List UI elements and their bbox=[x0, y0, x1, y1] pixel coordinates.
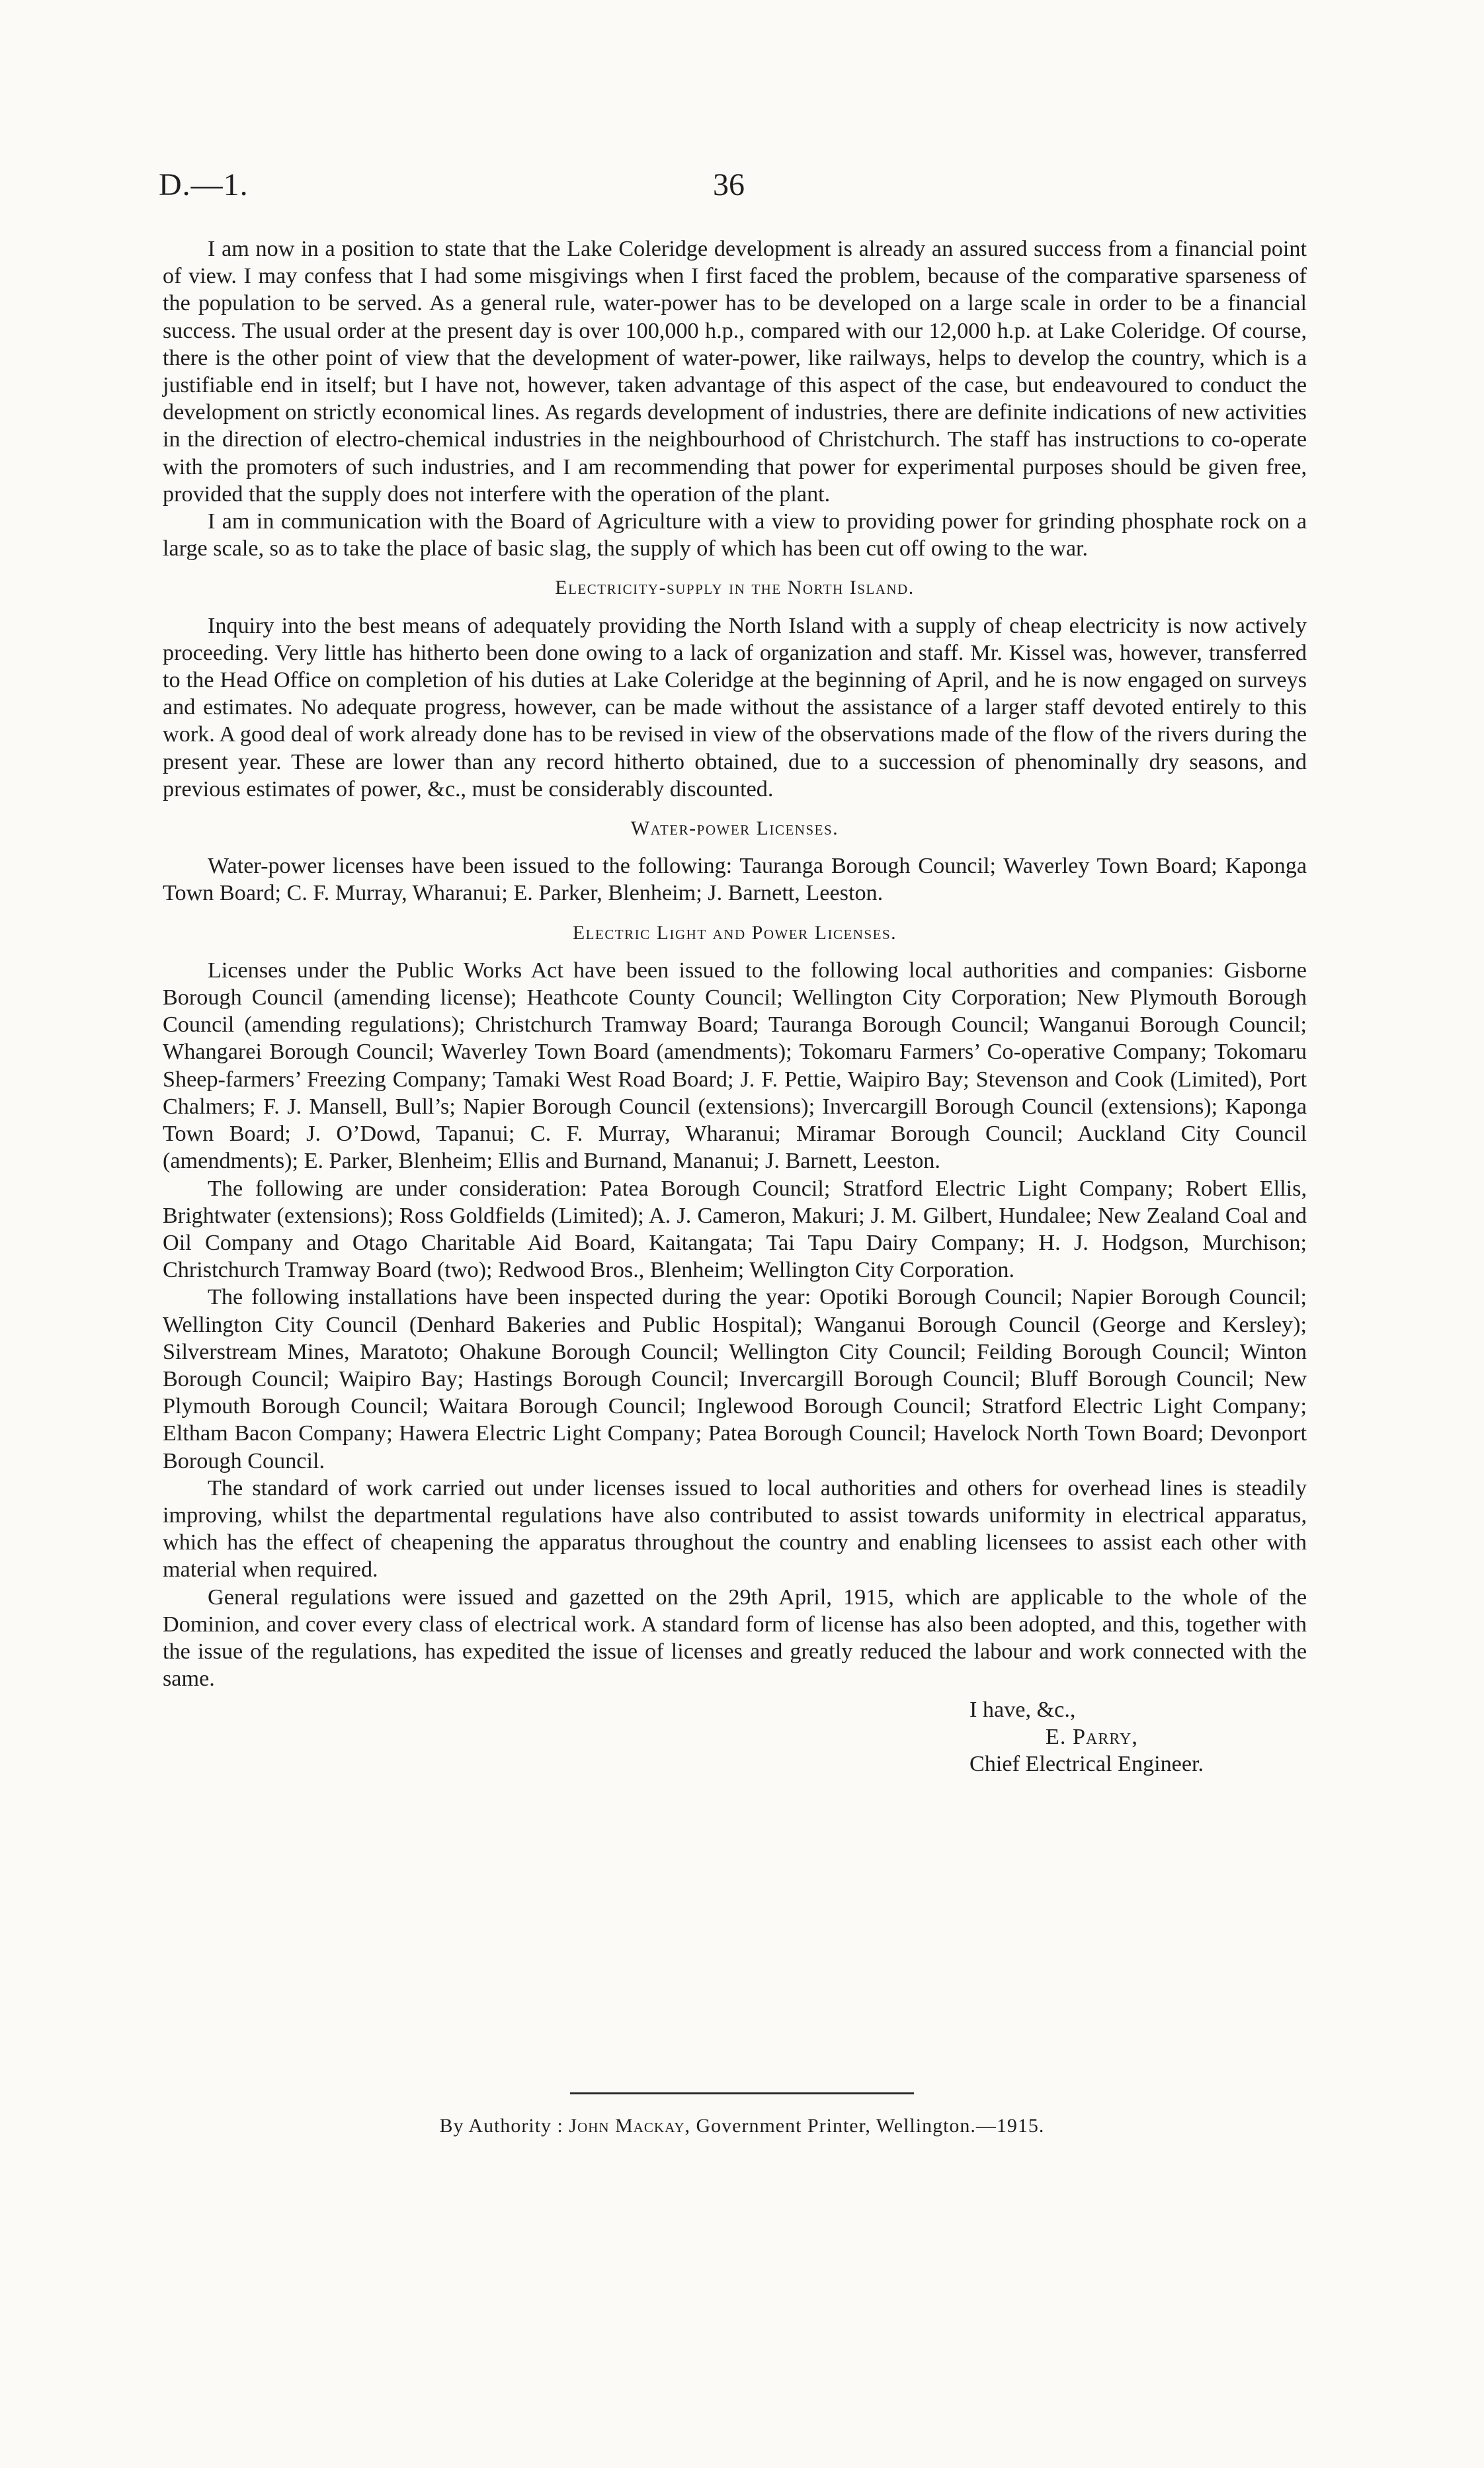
report-body bbox=[163, 235, 1307, 1778]
imprint-suffix: Government Printer, Wellington.—1915. bbox=[696, 2115, 1045, 2137]
paragraph: General regulations were issued and gazetted on the 29th April, 1915, which are applicable to the whole of the Dominion, and cover every class of electrical work. A standard form of license has also been adopted, and this, together with the issue of the regulations, has expedited the issue of licenses and greatly reduced the labour and work connected with the same. bbox=[163, 1584, 1307, 1692]
paragraph: The following are under consideration: Patea Borough Council; Stratford Electric Light Company; Robert Ellis, Brightwater (extensions); Ross Goldfields (Limited); A. J. Cameron, Makuri; J. M. Gilbert, Hundalee; New Zealand Coal and Oil Company and Otago Charitable Aid Board, Kaitangata; Tai Tapu Dairy Company; H. J. Hodgson, Murchison; Christchurch Tramway Board (two); Redwood Bros., Blenheim; Wellington City Corporation. bbox=[163, 1176, 1307, 1283]
signatory-title: Chief Electrical Engineer. bbox=[969, 1752, 1204, 1777]
paragraph: Water-power licenses have been issued to the following: Tauranga Borough Council; Waverley Town Board; Kaponga Town Board; C. F. Murray, Wharanui; E. Parker, Blenheim; J. Barnett, Leeston. bbox=[163, 854, 1307, 906]
printer-imprint bbox=[0, 2115, 1484, 2137]
signature-block bbox=[969, 1696, 1307, 1778]
document-reference: D.—1. bbox=[159, 167, 249, 202]
closing-line: I have, &c., bbox=[969, 1698, 1076, 1723]
imprint-prefix: By Authority : bbox=[439, 2115, 563, 2137]
section-heading-water-power: Water-power Licenses. bbox=[630, 817, 839, 840]
paragraph: The following installations have been inspected during the year: Opotiki Borough Council; Napier Borough Council; Wellington City Council (Denhard Bakeries and Public Hospital); Wanganui Borough Council (George and Kersley); Silverstream Mines, Maratoto; Ohakune Borough Council; Wellington City Council; Feilding Borough Council; Winton Borough Council; Waipiro Bay; Hastings Borough Council; Invercargill Borough Council; Bluff Borough Council; New Plymouth Borough Council; Waitara Borough Council; Inglewood Borough Council; Stratford Electric Light Company; Eltham Bacon Company; Hawera Electric Light Company; Patea Borough Council; Havelock North Town Board; Devonport Borough Council. bbox=[163, 1285, 1307, 1473]
paragraph: I am now in a position to state that the Lake Coleridge development is already an assured success from a financial point of view. I may confess that I had some misgivings when I first faced the problem, because of the comparative sparseness of the population to be served. As a general rule, water-power has to be developed on a large scale in order to be a financial success. The usual order at the present day is over 100,000 h.p., compared with our 12,000 h.p. at Lake Coleridge. Of course, there is the other point of view that the development of water-power, like railways, helps to develop the country, which is a justifiable end in itself; but I have not, however, taken advantage of this aspect of the case, but endeavoured to conduct the development on strictly economical lines. As regards development of industries, there are definite indications of new activities in the direction of electro-chemical industries in the neighbourhood of Christchurch. The staff has instructions to co-operate with the promoters of such industries, and I am recommending that power for experimental purposes should be given free, provided that the supply does not interfere with the operation of the plant. bbox=[163, 237, 1307, 507]
section-heading-north-island: Electricity-supply in the North Island. bbox=[555, 577, 915, 599]
paragraph: Inquiry into the best means of adequately providing the North Island with a supply of cheap electricity is now actively proceeding. Very little has hitherto been done owing to a lack of organization and staff. Mr. Kissel was, however, transferred to the Head Office on completion of his duties at Lake Coleridge at the beginning of April, and he is now engaged on surveys and estimates. No adequate progress, however, can be made without the assistance of a larger staff devoted entirely to this work. A good deal of work already done has to be revised in view of the observations made of the flow of the rivers during the present year. These are lower than any record hitherto obtained, due to a succession of phenominally dry seasons, and previous estimates of power, &c., must be considerably discounted. bbox=[163, 613, 1307, 802]
paragraph: Licenses under the Public Works Act have been issued to the following local authorities and companies: Gisborne Borough Council (amending license); Heathcote County Council; Wellington City Corporation; New Plymouth Borough Council (amending regulations); Christchurch Tramway Board; Tauranga Borough Council; Wanganui Borough Council; Whangarei Borough Council; Waverley Town Board (amendments); Tokomaru Farmers’ Co-operative Company; Tokomaru Sheep-farmers’ Freezing Company; Tamaki West Road Board; J. F. Pettie, Waipiro Bay; Stevenson and Cook (Limited), Port Chalmers; F. J. Mansell, Bull’s; Napier Borough Council (extensions); Invercargill Borough Council (extensions); Kaponga Town Board; J. O’Dowd, Tapanui; C. F. Murray, Wharanui; Miramar Borough Council; Auckland City Council (amendments); E. Parker, Blenheim; Ellis and Burnand, Mananui; J. Barnett, Leeston. bbox=[163, 958, 1307, 1174]
paragraph: I am in communication with the Board of Agriculture with a view to providing power for grinding phosphate rock on a large scale, so as to take the place of basic slag, the supply of which has been cut off owing to the war. bbox=[163, 509, 1307, 561]
divider-rule bbox=[570, 2092, 914, 2094]
signatory-name: E. Parry, bbox=[1046, 1725, 1138, 1750]
paragraph: The standard of work carried out under licenses issued to local authorities and others for overhead lines is steadily improving, whilst the departmental regulations have also contributed to assist towards uniformity in electrical apparatus, which has the effect of cheapening the apparatus throughout the country and enabling licensees to assist each other with material when required. bbox=[163, 1475, 1307, 1583]
section-heading-electric-light: Electric Light and Power Licenses. bbox=[572, 921, 897, 944]
page-number: 36 bbox=[713, 167, 745, 202]
imprint-printer: John Mackay, bbox=[569, 2115, 690, 2137]
